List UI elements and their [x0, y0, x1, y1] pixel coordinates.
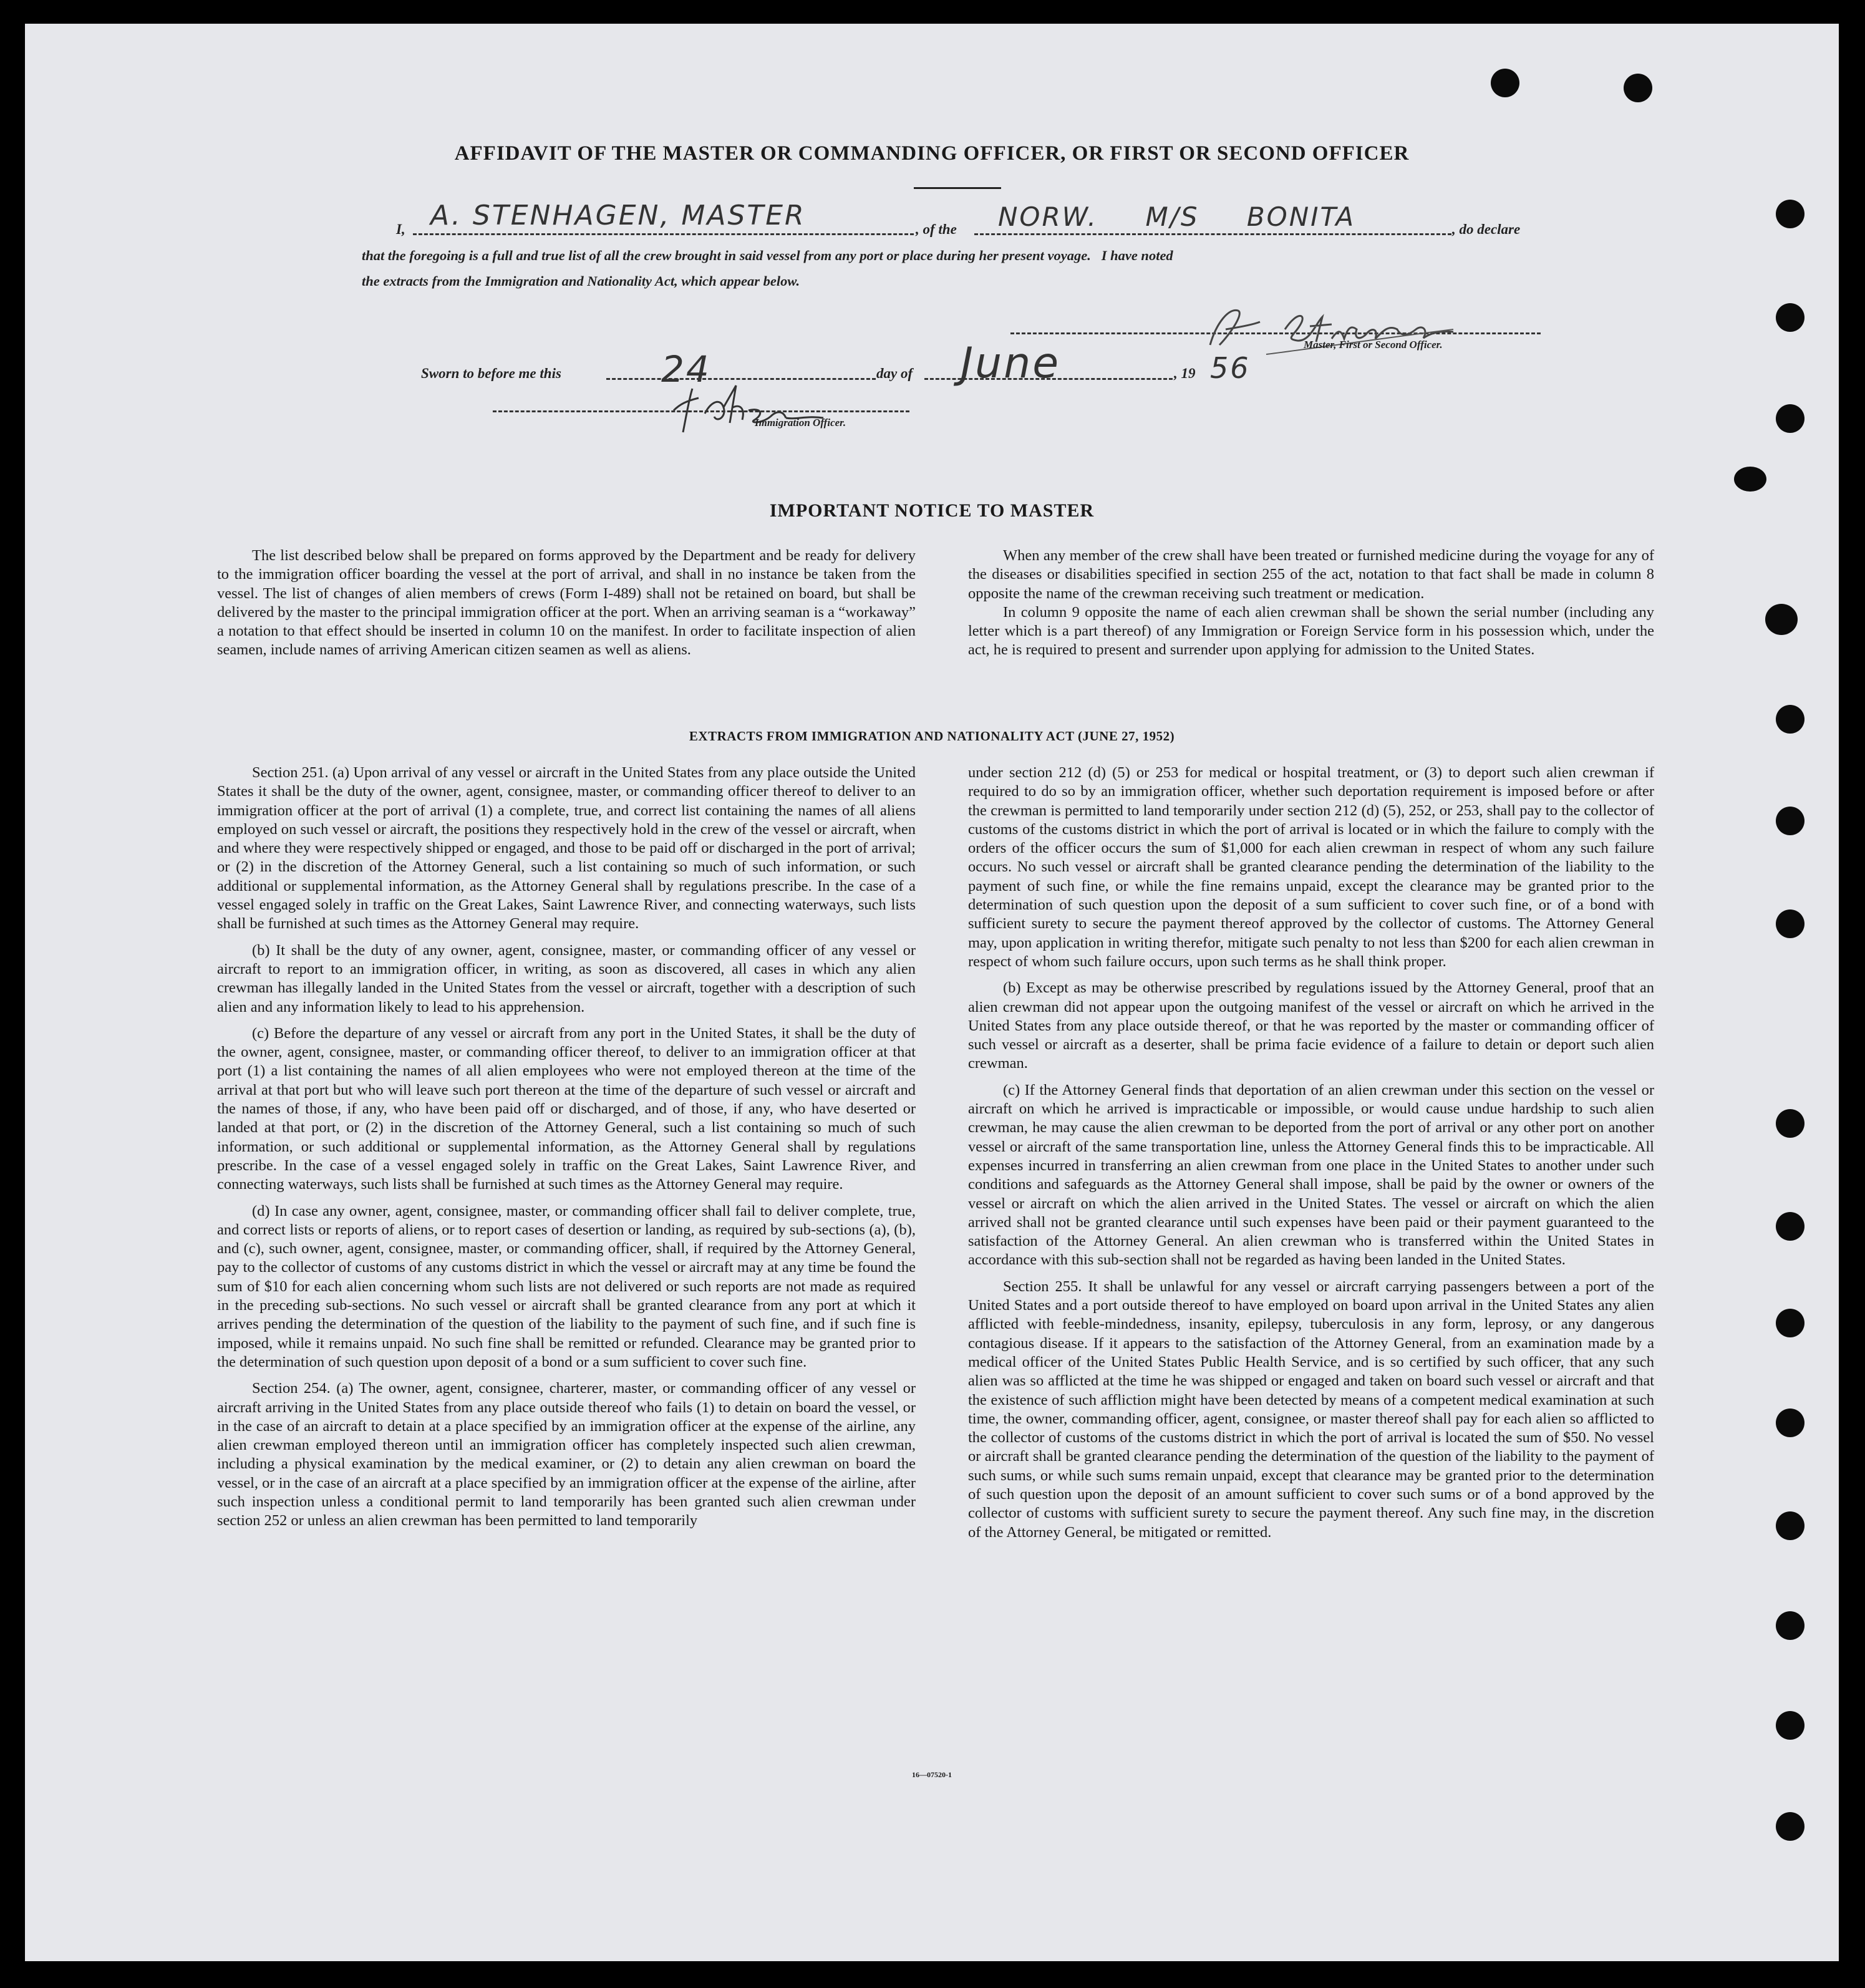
sworn-label: Sworn to before me this [421, 366, 561, 381]
declaration-of-the: , of the [916, 221, 957, 237]
declaration-line-3: the extracts from the Immigration and Nationality Act, which appear below. [362, 273, 800, 289]
punch-hole [1776, 404, 1804, 433]
officer-signature-image [661, 373, 848, 442]
notice-paragraph: The list described below shall be prepared on forms approved by the Department and be ready for delivery to the immigration officer boarding the vessel at the port of arrival, and shall in no instance be taken from the vessel. The list of changes of alien members of crews (Form I-489) shall not be retained on board, but shall be delivered by the master to the principal immigration officer at the port. When an arriving seaman is a “workaway” a notation to that effect should be inserted in column 10 on the manifest. In order to facilitate inspection of alien seamen, include names of arriving American citizen seamen as well as aliens. [217, 547, 916, 659]
extract-paragraph: Section 251. (a) Upon arrival of any vessel or aircraft in the United States from any place outside the United States it shall be the duty of the owner, agent, consignee, master, or commanding officer thereof to deliver to an immigration officer at the port of arrival (1) a complete, true, and correct list containing the names of all aliens employed on such vessel or aircraft, the positions they respectively hold in the crew of the vessel or aircraft, when and where they were respectively shipped or engaged, and those to be paid off or discharged in the port of arrival; or (2) in the discretion of the Attorney General, such a list containing so much of such information, or such additional or supplemental information, as the Attorney General shall by regulations prescribe. In the case of a vessel engaged solely in traffic on the Great Lakes, Saint Lawrence River, and connecting waterways, such lists shall be furnished at such times as the Attorney General may require. [217, 764, 916, 933]
month-handwriting: June [961, 339, 1061, 388]
name-blank [413, 233, 914, 235]
master-name-handwriting: A. STENHAGEN, MASTER [430, 200, 806, 231]
notice-paragraph: When any member of the crew shall have been treated or furnished medicine during the voyage for any of the diseases or disabilities specified in section 255 of the act, notation to that fact shall be made in column 8 opposite the name of the crewman receiving such treatment or medication. [968, 547, 1654, 602]
extracts-title: EXTRACTS FROM IMMIGRATION AND NATIONALITY ACT (JUNE 27, 1952) [689, 729, 1175, 744]
extracts-left-column [217, 764, 916, 1538]
punch-hole [1776, 1409, 1804, 1437]
affidavit-title: AFFIDAVIT OF THE MASTER OR COMMANDING OFFICER, OR FIRST OR SECOND OFFICER [454, 142, 1410, 165]
punch-hole [1776, 1711, 1804, 1740]
extract-paragraph: (d) In case any owner, agent, consignee, master, or commanding officer shall fail to deliver complete, true, and correct lists or reports of aliens, or to report cases of desertion or landing, as required by sub-sections (a), (b), and (c), such owner, agent, consignee, master, or commanding officer, shall, if required by the Attorney General, pay to the collector of customs of any customs district in which the vessel or aircraft may at any time be found the sum of $10 for each alien concerning whom such lists are not delivered or such reports are not made as required in the preceding sub-sections. No such vessel or aircraft shall be granted clearance from any port at which it arrives pending the determination of the question of the liability to the payment of such fine, and if such fine is imposed, while it remains unpaid. No such fine shall be remitted or refunded. Clearance may be granted prior to the determination of such question upon deposit of a bond or a sum sufficient to cover such fine. [217, 1202, 916, 1370]
year-prefix: , 19 [1174, 366, 1196, 381]
punch-hole [1776, 1109, 1804, 1138]
notice-title: IMPORTANT NOTICE TO MASTER [769, 500, 1095, 521]
punch-hole [1776, 1511, 1804, 1540]
punch-hole [1624, 74, 1652, 102]
master-signature-caption: Master, First or Second Officer. [1304, 339, 1443, 351]
extract-paragraph: (b) Except as may be otherwise prescribed by regulations issued by the Attorney General, proof that an alien crewman did not appear upon the outgoing manifest of the vessel or aircraft on which he arrived in the United States from any place outside thereof, or that he was reported by the master or commanding officer of such vessel or aircraft as a deserter, shall be prima facie evidence of a failure to detain or deport such alien crewman. [968, 979, 1654, 1072]
extract-paragraph: (b) It shall be the duty of any owner, agent, consignee, master, or commanding officer of any vessel or aircraft to report to an immigration officer, in writing, as soon as discovered, all cases in which any alien crewman has illegally landed in the United States from the vessel or aircraft, together with a description of such alien and any information likely to lead to his apprehension. [217, 941, 916, 1016]
punch-hole [1776, 807, 1804, 835]
day-handwriting: 24 [661, 348, 711, 390]
document-sheet [25, 24, 1839, 1961]
extract-paragraph: (c) If the Attorney General finds that deportation of an alien crewman under this section on the vessel or aircraft on which he arrived is impracticable or impossible, or would cause undue hardship to such alien crewman, he may cause the alien crewman to be deported from the port of arrival or any other port on another vessel or aircraft of the same transportation line, unless the Attorney General finds this to be impracticable. All expenses incurred in transferring an alien crewman from one place in the United States to another under such conditions and safeguards as the Attorney General shall impose, shall be paid by the owner or owners of the vessel or aircraft on which the alien arrived in the United States. The vessel or aircraft on which the alien arrived shall not be granted clearance until such expenses have been paid or their payment guaranteed to the satisfaction of the Attorney General. An alien crewman who is transferred within the United States in accordance with this sub-section shall not be regarded as having been landed in the United States. [968, 1081, 1654, 1269]
extract-paragraph: Section 254. (a) The owner, agent, consignee, charterer, master, or commanding officer of any vessel or aircraft arriving in the United States from any place outside thereof who fails (1) to detain on board the vessel, or in the case of an aircraft to detain at a place specified by an immigration officer at the expense of the airline, any alien crewman employed thereon until an immigration officer has completely inspected such alien crewman, including a physical examination by the medical examiner, or (2) to detain any alien crewman on board the vessel, or in the case of an aircraft at a place specified by an immigration officer at the expense of the airline, after such inspection unless a conditional permit to land temporarily has been granted such alien crewman under section 252 or unless an alien crewman has been permitted to land temporarily [217, 1380, 916, 1530]
vessel-blank [974, 233, 1451, 235]
punch-hole [1776, 200, 1804, 228]
notice-right-column [968, 546, 1654, 667]
year-handwriting: 56 [1210, 351, 1251, 385]
punch-hole [1776, 303, 1804, 332]
declaration-line-2: that the foregoing is a full and true list of all the crew brought in said vessel from any port or place during her present voyage. I have noted [362, 248, 1173, 263]
declaration-do-declare: , do declare [1452, 221, 1521, 237]
punch-hole [1765, 604, 1798, 635]
notice-left-column [217, 546, 916, 667]
punch-hole [1491, 69, 1519, 97]
punch-hole [1734, 467, 1766, 492]
punch-hole [1776, 909, 1804, 938]
form-number: 16—07520-1 [912, 1770, 952, 1779]
extracts-right-column [968, 764, 1654, 1549]
extract-paragraph: under section 212 (d) (5) or 253 for medical or hospital treatment, or (3) to deport such alien crewman if required to do so by an immigration officer, whether such deportation requirement is imposed before or after the crewman is permitted to land temporarily under section 212 (d) (5), 252, or 253, shall pay to the collector of customs of the customs district in which the port of arrival is located or in which the failure to comply with the orders of the officer occurs the sum of $1,000 for each alien crewman in respect of whom any such failure occurs. No such vessel or aircraft shall be granted clearance pending the determination of the liability to the payment of such fine, or while the fine remains unpaid, except the clearance may be granted prior to the determination of such question upon the deposit of a sum sufficient to cover such fine, or of a bond with sufficient surety to secure the payment thereof approved by the collector of customs. The Attorney General may, upon application in writing therefor, mitigate such penalty to not less than $200 for each alien crewman in respect of whom such failure occurs, upon such terms as he shall think proper. [968, 764, 1654, 970]
extract-paragraph: (c) Before the departure of any vessel or aircraft from any port in the United States, it shall be the duty of the owner, agent, consignee, master, or commanding officer thereof, to deliver to an immigration officer at that port (1) a list containing the names of all alien employees who were not employed thereon at the time of the arrival at that port but who will leave such port thereon at the time of the departure of such vessel or aircraft and the names of those, if any, who have been paid off or discharged, and of those, if any, who have deserted or landed at that port, or (2) in the discretion of the Attorney General, such a list containing so much of such information, or such additional or supplemental information, as the Attorney General shall by regulations prescribe. In the case of a vessel engaged solely in traffic on the Great Lakes, Saint Lawrence River, and connecting waterways, such lists shall be furnished at such times as the Attorney General may require. [217, 1024, 916, 1193]
day-of-label: day of [876, 366, 913, 381]
punch-hole [1776, 1611, 1804, 1640]
notice-paragraph: In column 9 opposite the name of each alien crewman shall be shown the serial number (including any letter which is a part thereof) of any Immigration or Foreign Service form in his possession which, under the act, he is required to present and surrender upon applying for admission to the United States. [968, 603, 1654, 659]
vessel-name-handwriting: NORW. M/S BONITA [998, 201, 1356, 232]
punch-hole [1776, 1212, 1804, 1241]
officer-signature-caption: Immigration Officer. [755, 417, 846, 429]
title-divider [914, 187, 1001, 189]
extract-paragraph: Section 255. It shall be unlawful for any vessel or aircraft carrying passengers between a port of the United States and a port outside thereof to have employed on board upon arrival in the United States any alien afflicted with feeble-mindedness, insanity, epilepsy, tuberculosis in any form, leprosy, or any dangerous contagious disease. If it appears to the satisfaction of the Attorney General, from an examination made by a medical officer of the United States Public Health Service, and is so certified by such officer, that any such alien was so afflicted at the time he was shipped or engaged and taken on board such vessel or aircraft and that the existence of such affliction might have been detected by means of a competent medical examination at such time, the owner, commanding officer, agent, consignee, or master thereof shall pay for each alien so afflicted to the collector of customs of the customs district in which the port of arrival is located the sum of $50. No vessel or aircraft shall be granted clearance pending the determination of the question of the liability to the payment of such sums, or while such sums remain unpaid, except that clearance may be granted prior to the determination of such question upon the deposit of an amount sufficient to cover such sums or of a bond approved by the collector of customs with sufficient surety to secure the payment thereof. Any such fine may, in the discretion of the Attorney General, be mitigated or remitted. [968, 1278, 1654, 1541]
punch-hole [1776, 1812, 1804, 1841]
declaration-prefix: I, [396, 221, 405, 237]
punch-hole [1776, 1309, 1804, 1337]
